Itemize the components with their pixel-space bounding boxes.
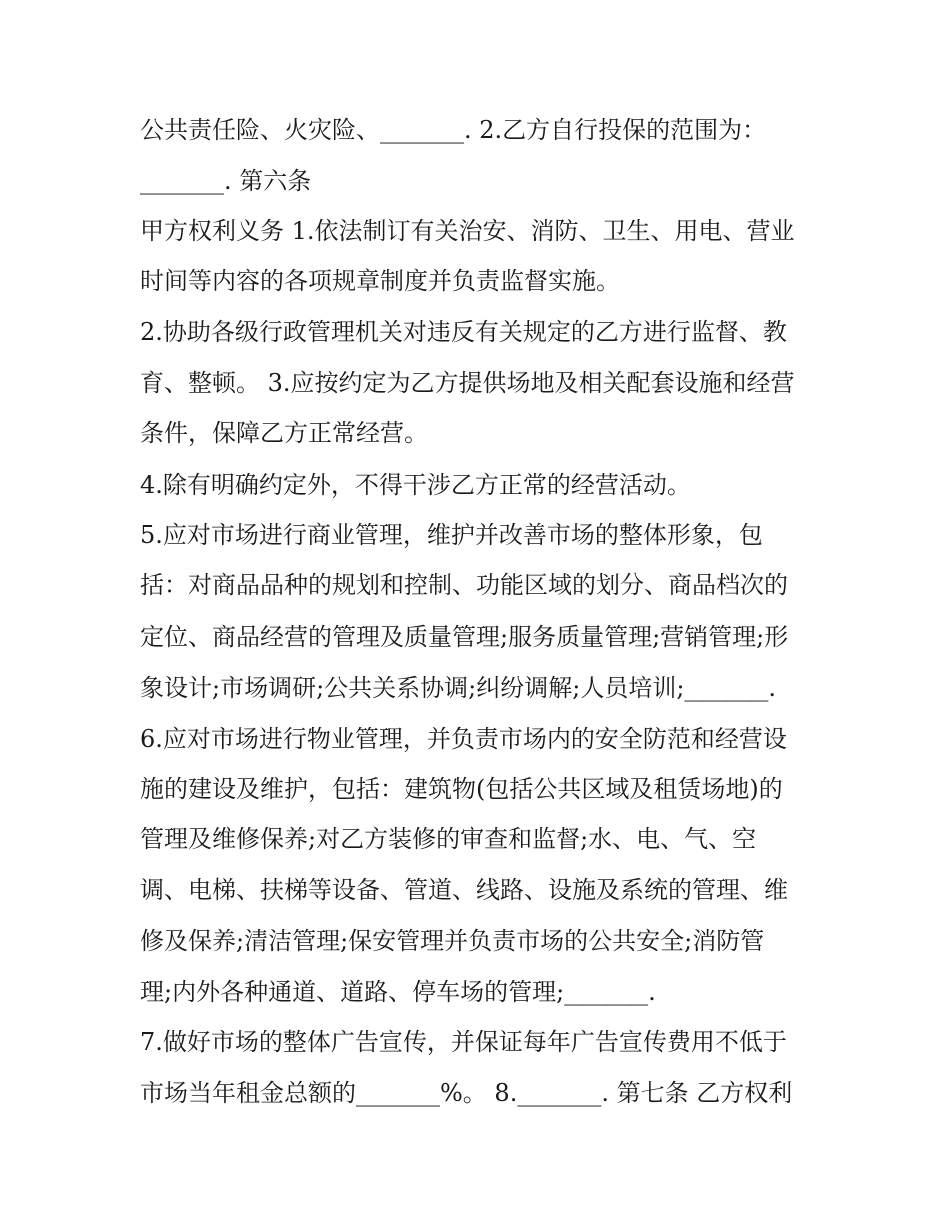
text-line: 修及保养;清洁管理;保安管理并负责市场的公共安全;消防管 <box>140 927 765 955</box>
text-line: 4.除有明确约定外，不得干涉乙方正常的经营活动。 <box>140 471 691 499</box>
text-line: 管理及维修保养;对乙方装修的审查和监督;水、电、气、空 <box>140 825 757 853</box>
text-line: 育、整顿。 3.应按约定为乙方提供场地及相关配套设施和经营 <box>140 369 795 397</box>
text-line: 调、电梯、扶梯等设备、管道、线路、设施及系统的管理、维 <box>140 876 788 904</box>
text-line: 市场当年租金总额的_______%。 8._______. 第七条 乙方权利 <box>140 1079 793 1107</box>
text-line: 施的建设及维护，包括：建筑物(包括公共区域及租赁场地)的 <box>140 775 783 803</box>
text-line: 定位、商品经营的管理及质量管理;服务质量管理;营销管理;形 <box>140 623 789 651</box>
text-line: 理;内外各种通道、道路、停车场的管理;_______. <box>140 978 656 1006</box>
text-line: 条件，保障乙方正常经营。 <box>140 419 428 447</box>
text-line: 括：对商品品种的规划和控制、功能区域的划分、商品档次的 <box>140 571 788 599</box>
text-line: 5.应对市场进行商业管理，维护并改善市场的整体形象，包 <box>140 521 763 549</box>
text-line: 象设计;市场调研;公共关系协调;纠纷调解;人员培训;_______. <box>140 674 777 702</box>
text-line: 6.应对市场进行物业管理，并负责市场内的安全防范和经营设 <box>140 725 787 753</box>
text-line: 公共责任险、火灾险、_______. 2.乙方自行投保的范围为： <box>140 116 767 144</box>
text-line: 时间等内容的各项规章制度并负责监督实施。 <box>140 267 620 295</box>
text-line: _______. 第六条 <box>140 167 312 195</box>
text-line: 2.协助各级行政管理机关对违反有关规定的乙方进行监督、教 <box>140 318 787 346</box>
text-line: 7.做好市场的整体广告宣传，并保证每年广告宣传费用不低于 <box>140 1028 787 1056</box>
text-line: 甲方权利义务 1.依法制订有关治安、消防、卫生、用电、营业 <box>140 217 795 245</box>
